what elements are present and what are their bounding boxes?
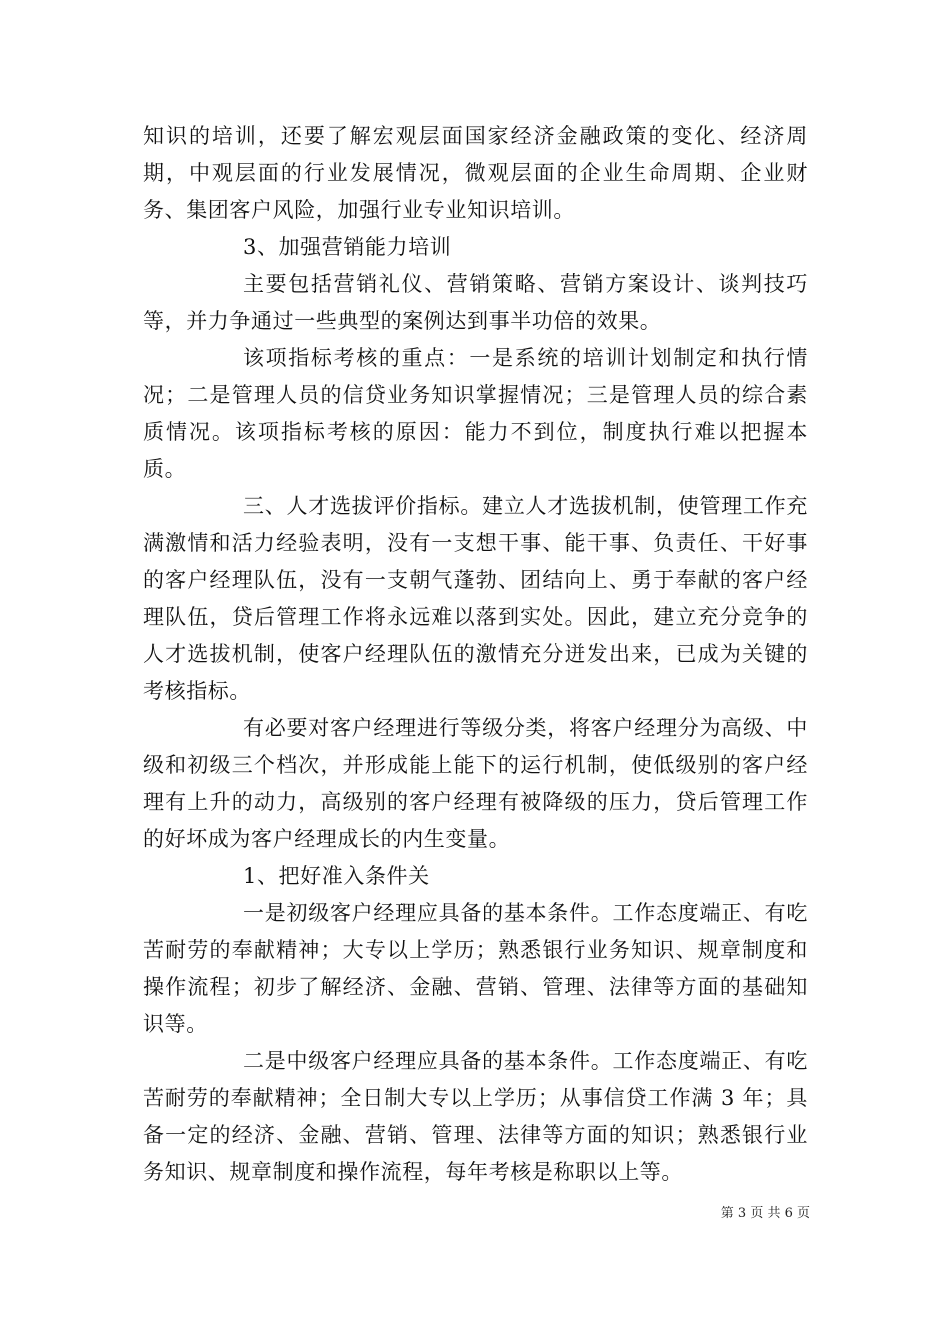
paragraph-grade-classification: 有必要对客户经理进行等级分类，将客户经理分为高级、中级和初级三个档次，并形成能上能下的运行机制，使低级别的客户经理有上升的动力，高级别的客户经理有被降级的压力，贷后管理工作的好坏成为客户经理成长的内生变量。 <box>143 716 808 851</box>
paragraph-training-knowledge: 知识的培训，还要了解宏观层面国家经济金融政策的变化、经济周期，中观层面的行业发展情况，微观层面的企业生命周期、企业财务、集团客户风险，加强行业专业知识培训。 <box>143 124 808 222</box>
paragraph-intermediate-manager: 二是中级客户经理应具备的基本条件。工作态度端正、有吃苦耐劳的奉献精神；全日制大专以上学历；从事信贷工作满 3 年；具备一定的经济、金融、营销、管理、法律等方面的知识；熟悉银行业务知识、规章制度和操作流程，每年考核是称职以上等。 <box>143 1049 808 1184</box>
paragraph-assessment-focus: 该项指标考核的重点：一是系统的培训计划制定和执行情况；二是管理人员的信贷业务知识掌握情况；三是管理人员的综合素质情况。该项指标考核的原因：能力不到位，制度执行难以把握本质。 <box>143 346 808 481</box>
heading-marketing-training: 3、加强营销能力培训 <box>243 235 452 259</box>
paragraph-talent-selection: 三、人才选拔评价指标。建立人才选拔机制，使管理工作充满激情和活力经验表明，没有一支想干事、能干事、负责任、干好事的客户经理队伍，没有一支朝气蓬勃、团结向上、勇于奉献的客户经理队伍，贷后管理工作将永远难以落到实处。因此，建立充分竞争的人才选拔机制，使客户经理队伍的激情充分迸发出来，已成为关键的考核指标。 <box>143 494 808 703</box>
heading-entry-conditions: 1、把好准入条件关 <box>243 864 430 888</box>
page-number: 第 3 页 共 6 页 <box>720 1206 810 1221</box>
paragraph-junior-manager: 一是初级客户经理应具备的基本条件。工作态度端正、有吃苦耐劳的奉献精神；大专以上学历；熟悉银行业务知识、规章制度和操作流程；初步了解经济、金融、营销、管理、法律等方面的基础知识等。 <box>143 901 808 1036</box>
paragraph-marketing-content: 主要包括营销礼仪、营销策略、营销方案设计、谈判技巧等，并力争通过一些典型的案例达到事半功倍的效果。 <box>143 272 808 333</box>
document-body <box>143 118 808 1191</box>
